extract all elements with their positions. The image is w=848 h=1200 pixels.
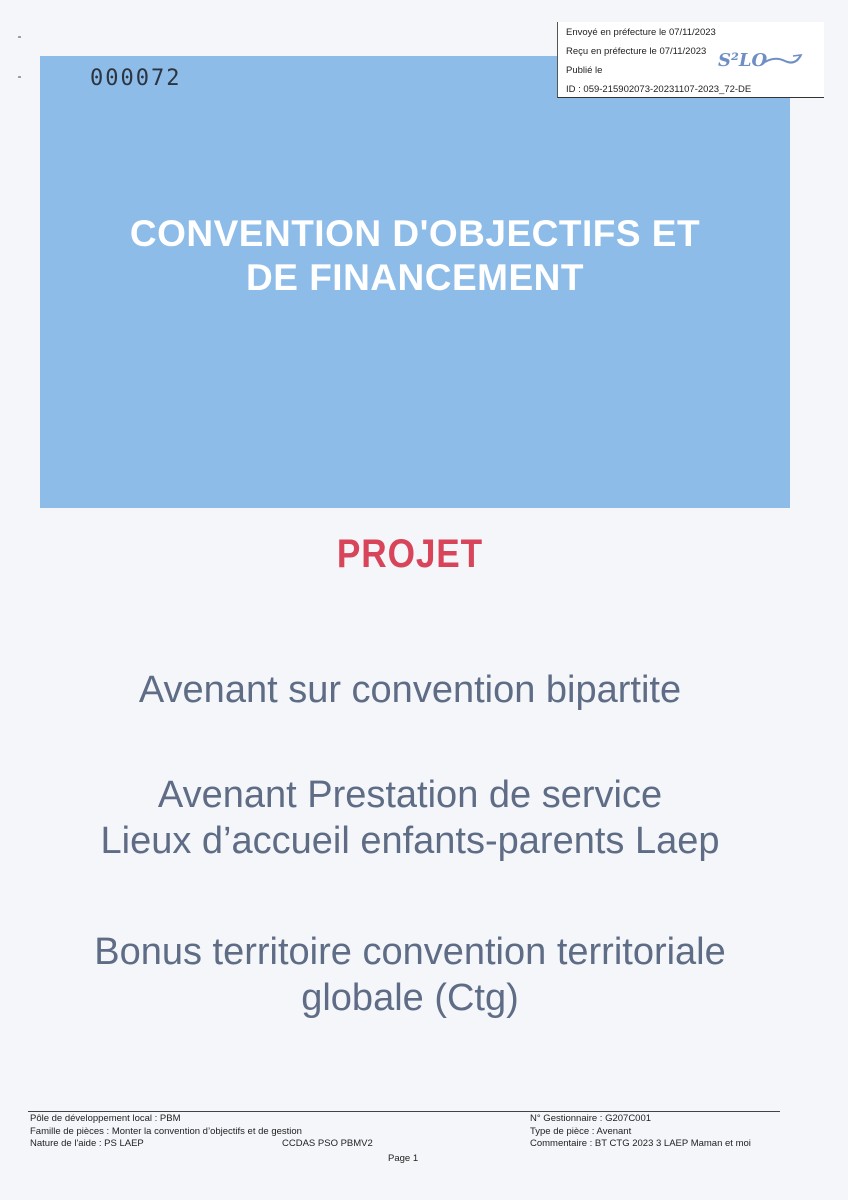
prefecture-stamp <box>557 22 824 98</box>
footer-left-block <box>30 1113 302 1151</box>
document-title-line2: DE FINANCEMENT <box>246 257 584 298</box>
stamp-published: Publié le <box>566 65 603 76</box>
footer-right-block <box>530 1113 751 1151</box>
subtitle-prestation-line1: Avenant Prestation de service <box>157 774 663 816</box>
stamp-received-date: Reçu en préfecture le 07/11/2023 <box>566 46 707 57</box>
subtitle-bonus-line1: Bonus territoire convention territoriale <box>94 931 726 973</box>
subtitle-prestation <box>0 772 820 864</box>
footer-gestionnaire: N° Gestionnaire : G207C001 <box>530 1113 652 1124</box>
stamp-id: ID : 059-215902073-20231107-2023_72-DE <box>566 84 752 95</box>
document-title-line1: CONVENTION D'OBJECTIFS ET <box>129 213 701 254</box>
s2lo-swoosh-icon <box>763 52 803 68</box>
subtitle-prestation-line2: Lieux d’accueil enfants-parents Laep <box>100 820 720 862</box>
subtitle-bipartite <box>0 667 820 713</box>
scan-speck <box>18 76 21 78</box>
footer-ccdas: CCDAS PSO PBMV2 <box>282 1138 373 1149</box>
footer-commentaire: Commentaire : BT CTG 2023 3 LAEP Maman et moi <box>530 1138 751 1149</box>
footer-nature: Nature de l'aide : PS LAEP <box>30 1138 144 1149</box>
s2lo-logo: S²LO <box>718 50 768 71</box>
stamp-sent-date: Envoyé en préfecture le 07/11/2023 <box>566 27 716 38</box>
scan-speck <box>18 36 21 38</box>
footer-pole: Pôle de développement local : PBM <box>30 1113 181 1124</box>
footer-type-piece: Type de pièce : Avenant <box>530 1125 632 1137</box>
subtitle-bonus <box>0 929 820 1021</box>
page-number: Page 1 <box>388 1153 419 1164</box>
subtitle-bonus-line2: globale (Ctg) <box>301 977 519 1019</box>
document-number: 000072 <box>90 66 182 91</box>
document-title <box>40 212 790 300</box>
projet-stamp: PROJET <box>336 532 484 576</box>
footer-divider <box>28 1111 780 1112</box>
footer-famille: Famille de pièces : Monter la convention d’objectifs et de gestion <box>30 1125 302 1137</box>
subtitle-bipartite-text: Avenant sur convention bipartite <box>138 669 682 711</box>
